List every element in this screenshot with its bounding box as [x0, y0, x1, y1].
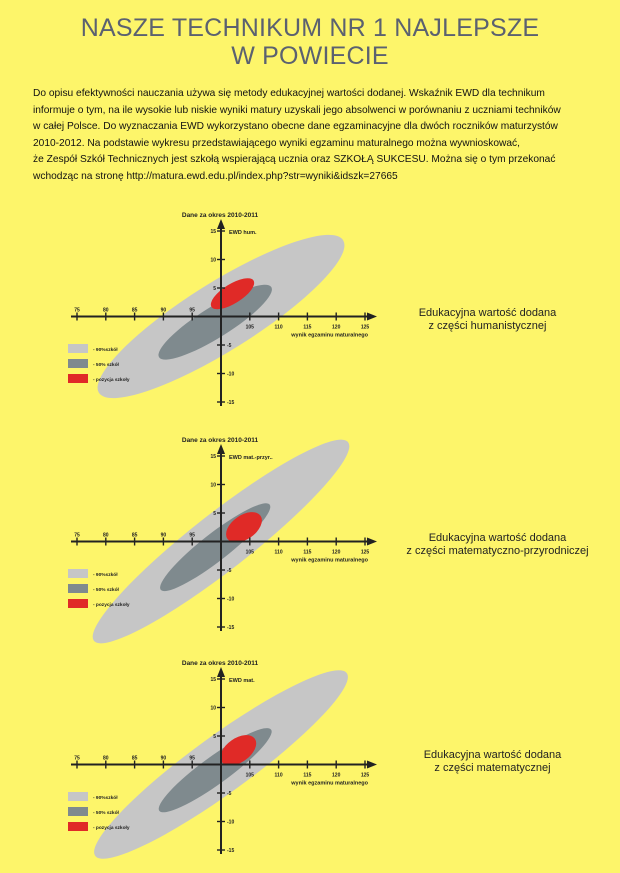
y-tick-label: 15: [210, 454, 216, 460]
legend-label: - 90%szkół: [93, 573, 118, 578]
ewd-chart-math-science: [60, 430, 380, 640]
x-tick-label: 80: [103, 755, 109, 762]
intro-paragraph: [33, 86, 618, 186]
y-tick-label: -5: [227, 791, 232, 797]
y-axis-arrowhead: [217, 444, 225, 454]
x-tick-label: 110: [274, 324, 283, 331]
caption-line: Edukacyjna wartość dodana: [418, 307, 557, 319]
x-axis-label: wynik egzaminu maturalnego: [291, 557, 368, 564]
y-axis-arrowhead: [217, 667, 225, 677]
legend-swatch: [68, 569, 88, 578]
x-tick-label: 125: [360, 549, 370, 556]
legend-swatch: [68, 807, 88, 816]
x-tick-label: 115: [303, 772, 312, 779]
y-tick-label: 10: [210, 705, 216, 712]
intro-line: 2010-2012. Na podstawie wykresu przedstawiającego wyniki egzaminu maturalnego można wywnioskować,: [33, 137, 520, 149]
intro-line: wchodząc na stronę http://matura.ewd.edu.pl/index.php?str=wyniki&idszk=27665: [33, 170, 398, 182]
legend-label: - 50% szkół: [93, 363, 119, 368]
x-axis-arrowhead: [367, 313, 377, 321]
x-tick-label: 105: [245, 324, 254, 331]
chart-title: Dane za okres 2010-2011: [181, 660, 259, 667]
y-tick-label: -10: [227, 819, 235, 826]
y-tick-label: -10: [227, 596, 235, 603]
page-title-line-2: W POWIECIE: [231, 42, 389, 70]
y-tick-label: 5: [213, 511, 216, 517]
x-tick-label: 90: [160, 307, 167, 314]
y-axis-label: EWD mat.-przyr..: [229, 455, 273, 461]
legend-label: - 90%szkół: [93, 796, 118, 801]
x-tick-label: 95: [189, 532, 195, 539]
y-tick-label: 15: [210, 229, 216, 235]
legend-swatch: [68, 792, 88, 801]
legend-label: - pozycja szkoły: [93, 378, 130, 383]
y-axis-arrowhead: [217, 219, 225, 229]
legend-swatch: [68, 584, 88, 593]
ewd-chart-math: [60, 653, 380, 863]
legend-label: - pozycja szkoły: [93, 603, 130, 608]
x-axis-arrowhead: [367, 538, 377, 546]
chart-caption-humanistic: [400, 307, 575, 333]
y-axis-label: EWD hum.: [229, 230, 257, 236]
x-tick-label: 90: [160, 532, 167, 539]
x-tick-label: 75: [74, 532, 80, 539]
legend-swatch: [68, 344, 88, 353]
x-tick-label: 80: [103, 532, 109, 539]
caption-line: z części humanistycznej: [428, 320, 547, 332]
x-tick-label: 105: [245, 772, 254, 779]
legend-swatch: [68, 359, 88, 368]
y-tick-label: 5: [213, 286, 216, 292]
legend-swatch: [68, 599, 88, 608]
x-tick-label: 75: [74, 755, 80, 762]
intro-line: że Zespół Szkół Technicznych jest szkołą wspierającą ucznia oraz SZKOŁĄ SUKCESU. Można się o tym przekonać: [33, 154, 556, 166]
x-axis-arrowhead: [367, 761, 377, 769]
x-tick-label: 115: [303, 549, 312, 556]
y-tick-label: 5: [213, 734, 216, 740]
y-tick-label: 10: [210, 482, 216, 489]
page-title-line-1: NASZE TECHNIKUM NR 1 NAJLEPSZE: [80, 14, 540, 42]
legend-swatch: [68, 374, 88, 383]
chart-title: Dane za okres 2010-2011: [181, 437, 259, 444]
x-tick-label: 110: [274, 772, 283, 779]
caption-line: z części matematycznej: [434, 762, 551, 774]
y-tick-label: 10: [210, 257, 216, 264]
caption-line: z części matematyczno-przyrodniczej: [406, 545, 589, 557]
x-tick-label: 120: [332, 772, 341, 779]
ewd-chart-humanistic: [60, 205, 380, 415]
x-tick-label: 75: [74, 307, 80, 314]
x-tick-label: 90: [160, 755, 167, 762]
chart-caption-math: [405, 749, 580, 775]
legend-label: - 50% szkół: [93, 811, 119, 816]
x-tick-label: 125: [360, 772, 370, 779]
y-tick-label: -15: [227, 400, 235, 406]
caption-line: Edukacyjna wartość dodana: [423, 749, 562, 761]
x-tick-label: 85: [131, 307, 138, 314]
x-tick-label: 110: [274, 549, 283, 556]
legend-label: - 50% szkół: [93, 588, 119, 593]
legend-swatch: [68, 822, 88, 831]
y-tick-label: -5: [227, 343, 232, 349]
legend-label: - 90%szkół: [93, 348, 118, 353]
page-title: [0, 14, 620, 70]
y-tick-label: -10: [227, 371, 235, 378]
intro-line: w całej Polsce. Do wyznaczania EWD wykorzystano obecne dane egzaminacyjne dla dwóch roczników maturzystów: [33, 121, 558, 133]
x-tick-label: 115: [303, 324, 312, 331]
x-tick-label: 95: [189, 307, 195, 314]
x-tick-label: 85: [131, 532, 138, 539]
x-tick-label: 80: [103, 307, 109, 314]
y-tick-label: -15: [227, 848, 235, 854]
y-tick-label: 15: [210, 677, 216, 683]
legend-label: - pozycja szkoły: [93, 826, 130, 831]
x-axis-label: wynik egzaminu maturalnego: [291, 332, 368, 339]
y-tick-label: -5: [227, 568, 232, 574]
x-tick-label: 95: [189, 755, 195, 762]
y-tick-label: -15: [227, 625, 235, 631]
intro-line: Do opisu efektywności nauczania używa się metody edukacyjnej wartości dodanej. Wskaźnik EWD dla technikum: [33, 88, 545, 99]
x-tick-label: 125: [360, 324, 370, 331]
x-tick-label: 120: [332, 549, 341, 556]
y-axis-label: EWD mat.: [229, 678, 255, 684]
x-tick-label: 105: [245, 549, 254, 556]
x-axis-label: wynik egzaminu maturalnego: [291, 780, 368, 787]
intro-line: informuje o tym, na ile wysokie lub niskie wyniki matury uzyskali jego absolwenci w porównaniu z uczniami techników: [33, 104, 561, 116]
caption-line: Edukacyjna wartość dodana: [428, 532, 567, 544]
x-tick-label: 120: [332, 324, 341, 331]
x-tick-label: 85: [131, 755, 138, 762]
chart-title: Dane za okres 2010-2011: [181, 212, 259, 219]
chart-caption-math-science: [395, 532, 600, 558]
